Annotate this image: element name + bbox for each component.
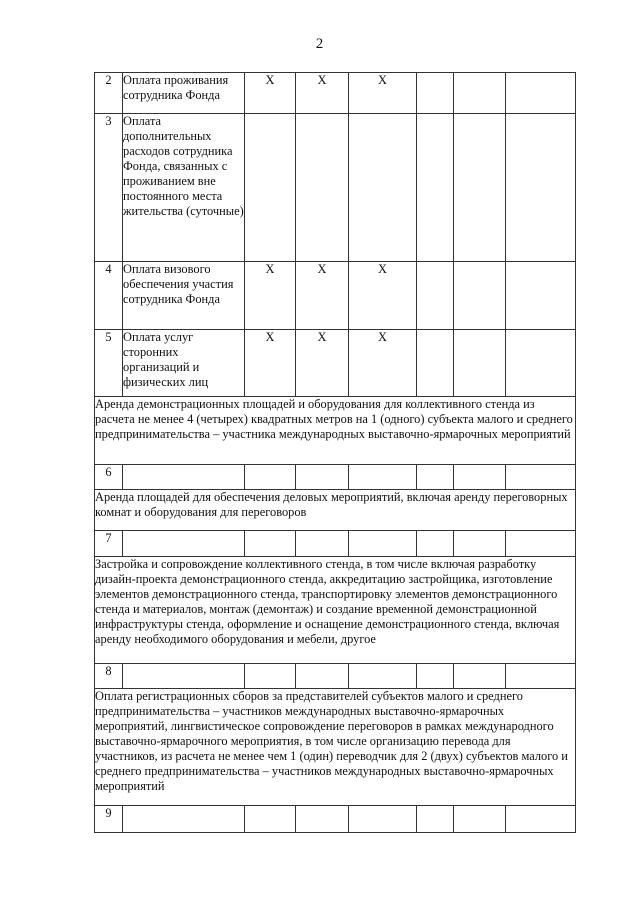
empty-cell bbox=[123, 531, 245, 557]
mark-cell bbox=[417, 262, 454, 330]
mark-cell bbox=[454, 73, 506, 114]
mark-cell bbox=[296, 114, 349, 262]
section-heading: Оплата регистрационных сборов за представителей субъектов малого и среднего предпринимательства – участников международных выставочно-ярмарочных мероприятий, лингвистическое сопровождение переговоров в рамках международного выставочно-ярмарочного мероприятия, в том числе организацию перевода для участников, из расчета не менее чем 1 (один) переводчик для 2 (двух) субъектов малого и среднего предпринимательства – участников международных выставочно-ярмарочных мероприятий bbox=[95, 689, 576, 806]
mark-cell bbox=[349, 114, 417, 262]
empty-cell bbox=[245, 806, 296, 833]
empty-cell bbox=[123, 465, 245, 490]
mark-cell bbox=[417, 114, 454, 262]
row-number: 9 bbox=[95, 806, 123, 833]
row-number: 2 bbox=[95, 73, 123, 114]
mark-cell bbox=[417, 73, 454, 114]
expense-table bbox=[94, 72, 576, 833]
row-number: 8 bbox=[95, 664, 123, 689]
table-row bbox=[95, 465, 576, 490]
empty-cell bbox=[506, 531, 576, 557]
mark-cell: X bbox=[296, 73, 349, 114]
section-row bbox=[95, 397, 576, 465]
mark-cell: X bbox=[349, 262, 417, 330]
mark-cell bbox=[454, 330, 506, 397]
empty-cell bbox=[296, 531, 349, 557]
mark-cell: X bbox=[296, 330, 349, 397]
mark-cell: X bbox=[349, 330, 417, 397]
mark-cell bbox=[506, 73, 576, 114]
empty-cell bbox=[296, 806, 349, 833]
empty-cell bbox=[417, 531, 454, 557]
row-number: 7 bbox=[95, 531, 123, 557]
row-number: 5 bbox=[95, 330, 123, 397]
mark-cell: X bbox=[296, 262, 349, 330]
empty-cell bbox=[417, 806, 454, 833]
empty-cell bbox=[454, 806, 506, 833]
section-row bbox=[95, 689, 576, 806]
table-row bbox=[95, 330, 576, 397]
mark-cell: X bbox=[349, 73, 417, 114]
mark-cell bbox=[454, 262, 506, 330]
mark-cell bbox=[245, 114, 296, 262]
mark-cell: X bbox=[245, 73, 296, 114]
mark-cell: X bbox=[245, 330, 296, 397]
empty-cell bbox=[417, 465, 454, 490]
empty-cell bbox=[506, 664, 576, 689]
empty-cell bbox=[296, 465, 349, 490]
mark-cell bbox=[506, 262, 576, 330]
mark-cell bbox=[454, 114, 506, 262]
section-row bbox=[95, 557, 576, 664]
page-number: 2 bbox=[315, 36, 324, 52]
section-row bbox=[95, 490, 576, 531]
table-row bbox=[95, 73, 576, 114]
empty-cell bbox=[417, 664, 454, 689]
section-heading: Аренда площадей для обеспечения деловых мероприятий, включая аренду переговорных комнат и оборудования для переговоров bbox=[95, 490, 576, 531]
table-row bbox=[95, 262, 576, 330]
empty-cell bbox=[245, 664, 296, 689]
empty-cell bbox=[506, 806, 576, 833]
row-name: Оплата проживания сотрудника Фонда bbox=[123, 73, 245, 114]
row-name: Оплата визового обеспечения участия сотрудника Фонда bbox=[123, 262, 245, 330]
row-name: Оплата услуг сторонних организаций и физических лиц bbox=[123, 330, 245, 397]
empty-cell bbox=[349, 465, 417, 490]
mark-cell bbox=[506, 330, 576, 397]
empty-cell bbox=[349, 806, 417, 833]
empty-cell bbox=[296, 664, 349, 689]
table-row bbox=[95, 114, 576, 262]
row-number: 3 bbox=[95, 114, 123, 262]
empty-cell bbox=[506, 465, 576, 490]
mark-cell bbox=[417, 330, 454, 397]
table-row bbox=[95, 531, 576, 557]
empty-cell bbox=[349, 531, 417, 557]
table-row bbox=[95, 806, 576, 833]
empty-cell bbox=[349, 664, 417, 689]
table-row bbox=[95, 664, 576, 689]
section-heading: Застройка и сопровождение коллективного стенда, в том числе включая разработку дизайн-проекта демонстрационного стенда, аккредитацию застройщика, изготовление элементов демонстрационного стенда, транспортировку элементов демонстрационного стенда и материалов, монтаж (демонтаж) и создание временной демонстрационной инфраструктуры стенда, оформление и оснащение демонстрационного стенда, включая аренду необходимого оборудования и мебели, другое bbox=[95, 557, 576, 664]
empty-cell bbox=[454, 465, 506, 490]
mark-cell bbox=[506, 114, 576, 262]
row-name: Оплата дополнительных расходов сотрудника Фонда, связанных с проживанием вне постоянного места жительства (суточные) bbox=[123, 114, 245, 262]
empty-cell bbox=[454, 664, 506, 689]
row-number: 6 bbox=[95, 465, 123, 490]
empty-cell bbox=[123, 664, 245, 689]
mark-cell: X bbox=[245, 262, 296, 330]
empty-cell bbox=[454, 531, 506, 557]
empty-cell bbox=[245, 531, 296, 557]
row-number: 4 bbox=[95, 262, 123, 330]
empty-cell bbox=[245, 465, 296, 490]
empty-cell bbox=[123, 806, 245, 833]
section-heading: Аренда демонстрационных площадей и оборудования для коллективного стенда из расчета не менее 4 (четырех) квадратных метров на 1 (одного) субъекта малого и среднего предпринимательства – участника международных выставочно-ярмарочных мероприятий bbox=[95, 397, 576, 465]
